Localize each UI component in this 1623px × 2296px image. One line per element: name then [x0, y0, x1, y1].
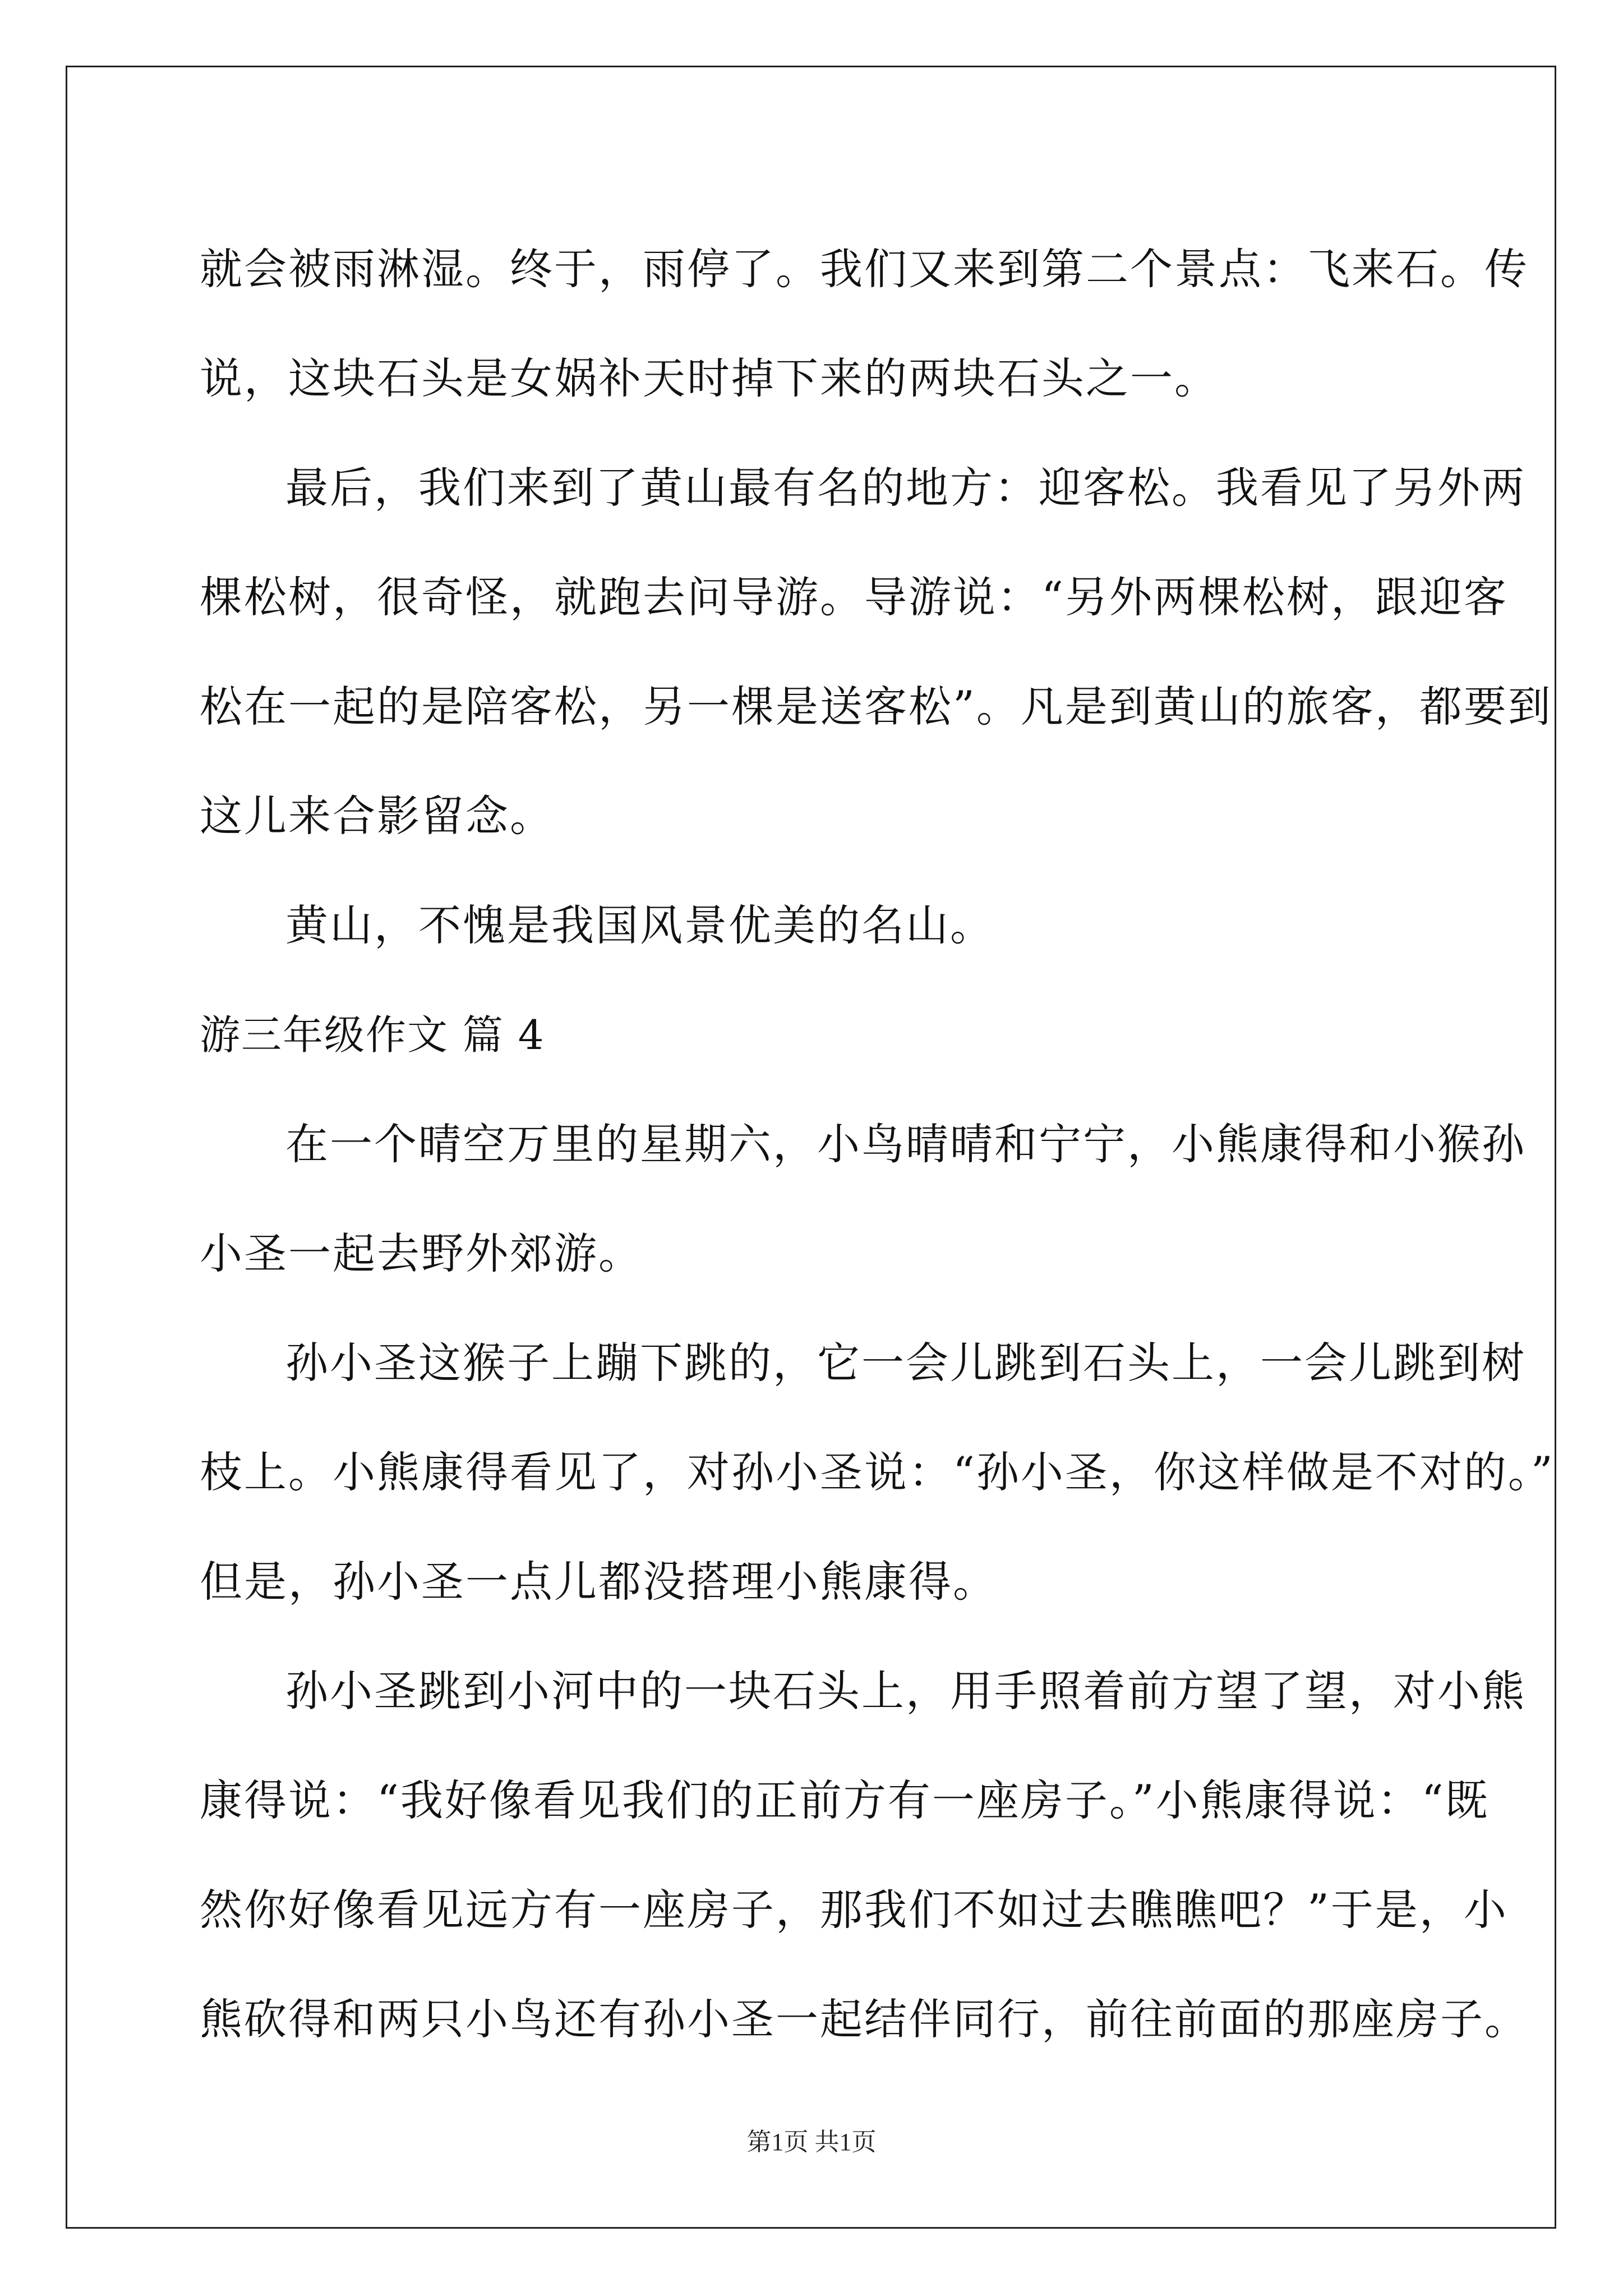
text-line: 松在一起的是陪客松，另一棵是送客松”。凡是到黄山的旅客，都要到 [200, 681, 1552, 731]
text-line: 棵松树，很奇怪，就跑去问导游。导游说：“另外两棵松树，跟迎客 [200, 572, 1508, 622]
text-line: 康得说：“我好像看见我们的正前方有一座房子。”小熊康得说：“既 [200, 1775, 1490, 1825]
text-line: 说，这块石头是女娲补天时掉下来的两块石头之一。 [200, 353, 1219, 403]
page-number-footer: 第1页 共1页 [746, 2128, 877, 2156]
paragraph-start: 孙小圣跳到小河中的一块石头上，用手照着前方望了望，对小熊 [285, 1665, 1526, 1716]
section-heading: 游三年级作文 篇 4 [200, 1011, 545, 1059]
paragraph-start: 黄山，不愧是我国风景优美的名山。 [285, 900, 994, 950]
document-body [200, 214, 1555, 2074]
text-line: 熊砍得和两只小鸟还有孙小圣一起结伴同行，前往前面的那座房子。 [200, 1994, 1529, 2044]
text-line: 然你好像看见远方有一座房子，那我们不如过去瞧瞧吧？”于是，小 [200, 1884, 1508, 1935]
paragraph-start: 孙小圣这猴子上蹦下跳的，它一会儿跳到石头上，一会儿跳到树 [285, 1337, 1526, 1388]
text-line: 就会被雨淋湿。终于，雨停了。我们又来到第二个景点：飞来石。传 [200, 243, 1529, 294]
text-line: 但是，孙小圣一点儿都没搭理小熊康得。 [200, 1556, 997, 1607]
text-line: 这儿来合影留念。 [200, 790, 554, 841]
text-line: 小圣一起去野外郊游。 [200, 1228, 643, 1278]
text-line: 枝上。小熊康得看见了，对孙小圣说：“孙小圣，你这样做是不对的。” [200, 1447, 1555, 1497]
paragraph-start: 最后，我们来到了黄山最有名的地方：迎客松。我看见了另外两 [285, 462, 1526, 513]
paragraph-start: 在一个晴空万里的星期六，小鸟晴晴和宁宁，小熊康得和小猴孙 [285, 1119, 1526, 1169]
